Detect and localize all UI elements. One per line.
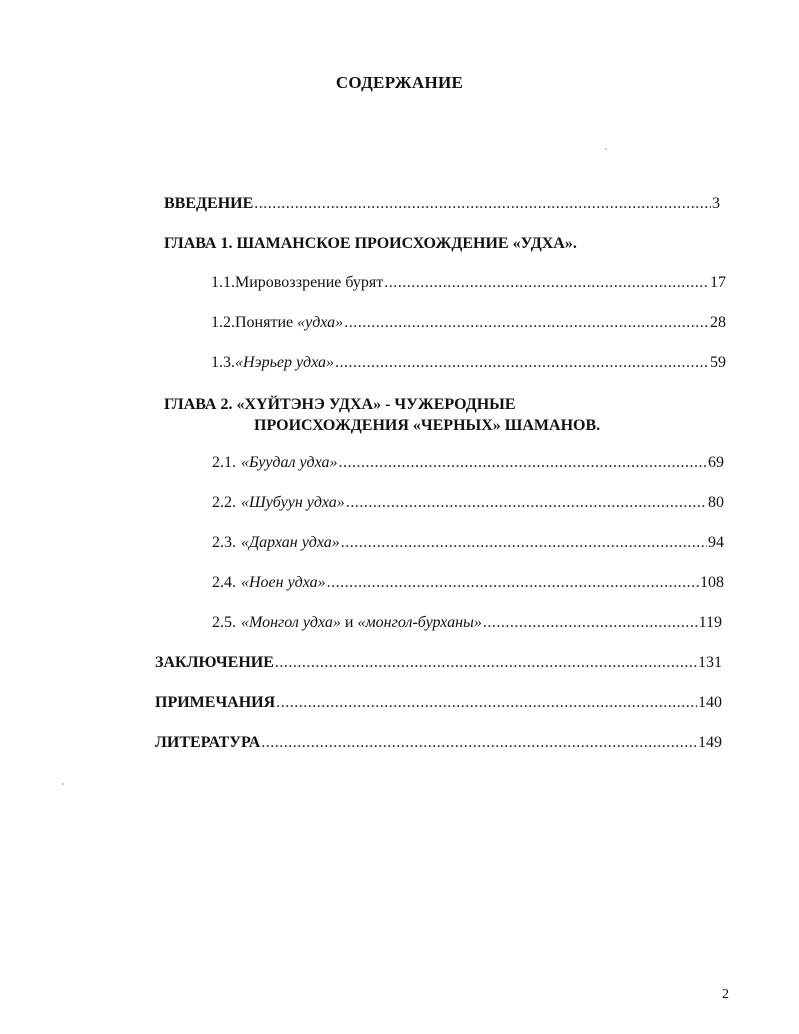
toc-page: 28	[710, 314, 726, 331]
toc-label: Мировоззрение бурят	[235, 274, 384, 291]
toc-label: «Дархан удха»	[241, 534, 340, 551]
dot-leader	[327, 572, 699, 594]
dot-leader	[276, 692, 697, 714]
toc-label: «Ноен удха»	[241, 574, 326, 591]
toc-page: 94	[708, 534, 724, 551]
dot-leader	[483, 612, 698, 634]
page-title: СОДЕРЖАНИЕ	[335, 73, 464, 92]
toc-page: 149	[698, 734, 722, 751]
toc-number: 1.1.	[211, 274, 235, 291]
toc-label: «Нэрьер удха»	[235, 354, 335, 371]
dot-leader	[339, 452, 707, 474]
chapter-1-heading[interactable]: ГЛАВА 1. ШАМАНСКОЕ ПРОИСХОЖДЕНИЕ «УДХА».	[164, 235, 577, 252]
toc-page: 59	[710, 354, 726, 371]
toc-entry-literature[interactable]	[155, 732, 722, 754]
toc-label: ВВЕДЕНИЕ	[164, 195, 254, 212]
toc-page: 3	[712, 195, 720, 212]
toc-entry-introduction[interactable]	[164, 193, 720, 215]
toc-number: 2.1.	[212, 454, 236, 471]
dot-leader	[254, 193, 711, 215]
dot-leader	[344, 312, 709, 334]
toc-entry-2-2[interactable]	[212, 492, 724, 514]
toc-label-joiner: и	[340, 614, 358, 631]
toc-entry-2-3[interactable]	[212, 532, 724, 554]
toc-page: 69	[708, 454, 724, 471]
dot-leader	[384, 272, 709, 294]
toc-page: 140	[698, 694, 722, 711]
toc-page: 119	[698, 614, 722, 631]
toc-entry-1-2[interactable]	[211, 312, 726, 334]
dot-leader	[346, 492, 707, 514]
toc-entry-conclusion[interactable]	[155, 652, 722, 674]
toc-number: 1.3.	[211, 354, 235, 371]
dot-leader	[335, 352, 709, 374]
toc-number: 2.2.	[212, 494, 236, 511]
toc-entry-2-4[interactable]	[212, 572, 724, 594]
chapter-2-heading[interactable]	[164, 394, 600, 436]
toc-label: «удха»	[297, 314, 344, 331]
toc-label: ЛИТЕРАТУРА	[155, 734, 261, 751]
scan-speck	[605, 148, 607, 150]
toc-label-b: «монгол-бурханы»	[357, 614, 482, 631]
dot-leader	[261, 732, 697, 754]
page-number: 2	[722, 987, 729, 1002]
toc-entry-1-1[interactable]	[211, 272, 726, 294]
toc-entry-notes[interactable]	[155, 692, 722, 714]
toc-page: 17	[710, 274, 726, 291]
toc-number: 1.2.	[211, 314, 235, 331]
toc-number: 2.5.	[212, 614, 236, 631]
toc-label-a: «Монгол удха»	[241, 614, 341, 631]
toc-label: ЗАКЛЮЧЕНИЕ	[155, 654, 274, 671]
scan-speck	[62, 783, 64, 785]
chapter-2-heading-line-2: ПРОИСХОЖДЕНИЯ «ЧЕРНЫХ» ШАМАНОВ.	[254, 417, 601, 434]
toc-entry-2-5[interactable]	[212, 612, 722, 634]
dot-leader	[341, 532, 707, 554]
toc-entry-2-1[interactable]	[212, 452, 724, 474]
toc-label: «Буудал удха»	[241, 454, 338, 471]
chapter-2-heading-line-1: ГЛАВА 2. «ХҮЙТЭНЭ УДХА» - ЧУЖЕРОДНЫЕ	[164, 396, 516, 413]
dot-leader	[275, 652, 697, 674]
toc-entry-1-3[interactable]	[211, 352, 726, 374]
toc-number: 2.4.	[212, 574, 236, 591]
toc-page: 131	[698, 654, 722, 671]
toc-number: 2.3.	[212, 534, 236, 551]
toc-label: «Шубуун удха»	[241, 494, 345, 511]
toc-page: 108	[700, 574, 724, 591]
toc-page: 80	[708, 494, 724, 511]
toc-label-prefix: Понятие	[235, 314, 298, 331]
toc-label: ПРИМЕЧАНИЯ	[155, 694, 276, 711]
